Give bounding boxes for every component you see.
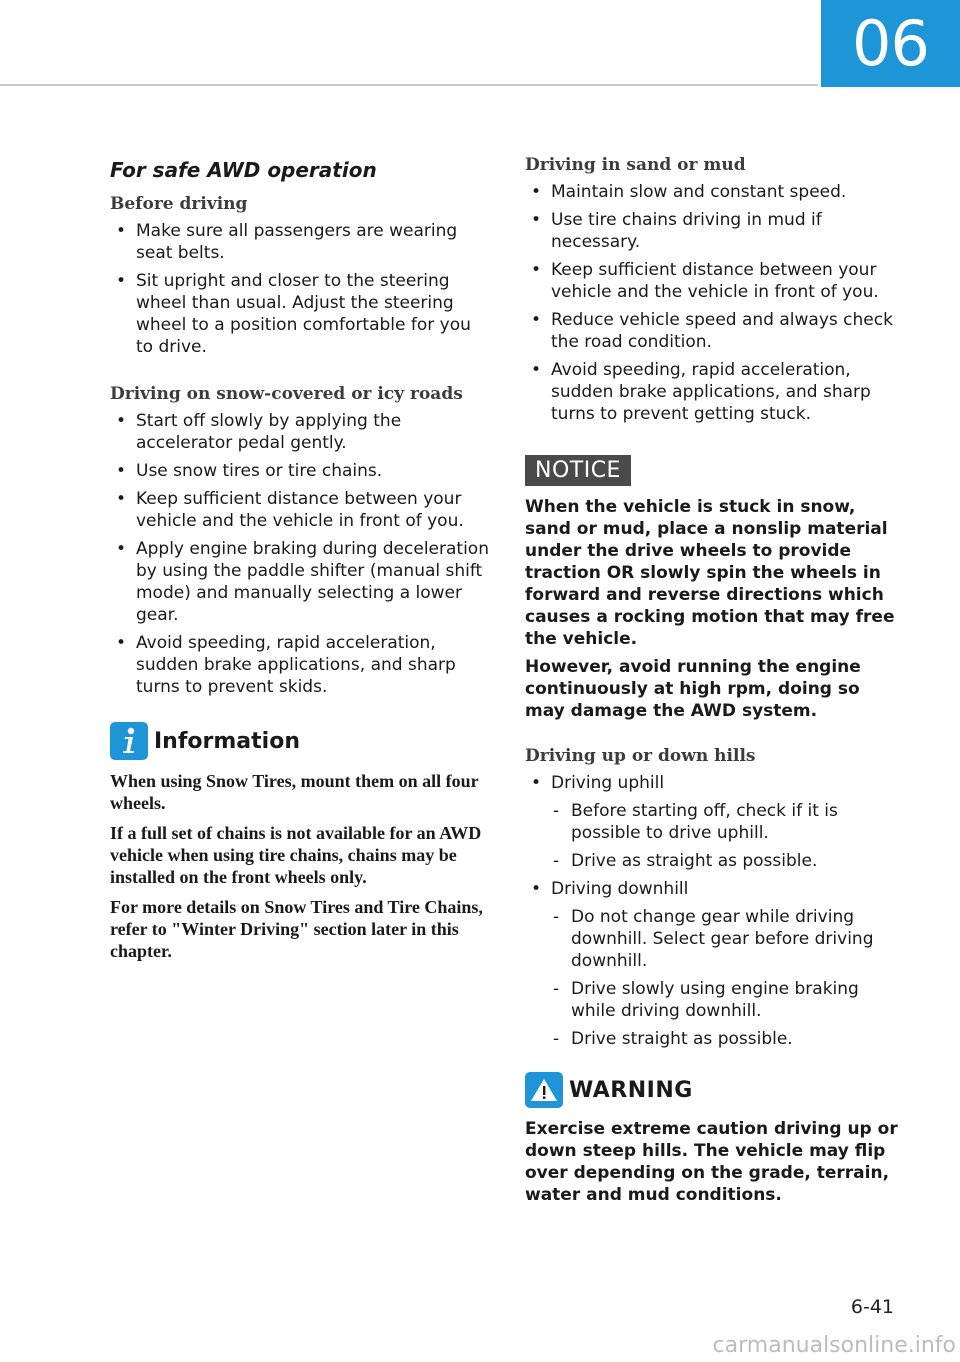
information-paragraph: If a full set of chains is not available for an AWD vehicle when using tire chains, chains may be installed on the front wheels only. [110,823,482,887]
uphill-list [551,800,905,872]
warning-text: Exercise extreme caution driving up or down steep hills. The vehicle may flip over depending on the grade, terrain, water and mud conditions. [525,1119,898,1205]
before-driving-heading: Before driving [110,194,248,214]
snow-list [110,410,492,698]
left-column [110,150,492,970]
list-item: - Do not change gear while driving downhill. Select gear before driving downhill. [551,906,905,972]
list-item: - Drive straight as possible. [551,1028,905,1050]
notice-text: When the vehicle is stuck in snow, sand or mud, place a nonslip material under the drive wheels to provide traction OR slowly spin the wheels in forward and reverse directions which causes a rocking motion that may free the vehicle. [525,497,895,649]
list-item: - Before starting off, check if it is possible to drive uphill. [551,800,905,844]
uphill-label: Driving uphill [551,773,665,793]
watermark: carmanualsonline.info [712,1333,956,1358]
list-item: • Use snow tires or tire chains. [110,460,492,482]
information-header [110,722,492,760]
info-icon [110,722,148,760]
list-item: • Maintain slow and constant speed. [525,181,905,203]
list-item: • Avoid speeding, rapid acceleration, sudden brake applications, and sharp turns to prevent skids. [110,632,492,698]
sand-list [525,181,905,425]
notice-text: However, avoid running the engine continuously at high rpm, doing so may damage the AWD system. [525,657,861,721]
information-paragraph: When using Snow Tires, mount them on all four wheels. [110,771,479,813]
hills-heading: Driving up or down hills [525,746,756,766]
before-driving-list [110,220,492,358]
list-item: • Start off slowly by applying the accelerator pedal gently. [110,410,492,454]
header-rule [0,84,818,86]
downhill-list [551,906,905,1050]
snow-heading: Driving on snow-covered or icy roads [110,384,463,404]
list-item [525,772,905,872]
notice-badge: NOTICE [525,455,631,486]
list-item: • Keep sufficient distance between your vehicle and the vehicle in front of you. [110,488,492,532]
list-item: • Make sure all passengers are wearing seat belts. [110,220,492,264]
warning-title: WARNING [569,1077,693,1103]
list-item: • Keep sufficient distance between your vehicle and the vehicle in front of you. [525,259,905,303]
list-item: • Reduce vehicle speed and always check the road condition. [525,309,905,353]
chapter-tab: 06 [821,0,960,87]
list-item: • Apply engine braking during deceleration by using the paddle shifter (manual shift mode) and manually selecting a lower gear. [110,538,492,626]
list-item [525,878,905,1050]
section-title: For safe AWD operation [110,158,377,182]
list-item: • Sit upright and closer to the steering wheel than usual. Adjust the steering wheel to a position comfortable for you to drive. [110,270,492,358]
list-item: - Drive slowly using engine braking while driving downhill. [551,978,905,1022]
right-column [525,155,905,1212]
warning-header [525,1072,905,1108]
page-number: 6-41 [850,1296,894,1318]
list-item: - Drive as straight as possible. [551,850,905,872]
downhill-label: Driving downhill [551,879,689,899]
sand-heading: Driving in sand or mud [525,155,746,175]
list-item: • Avoid speeding, rapid acceleration, sudden brake applications, and sharp turns to prevent getting stuck. [525,359,905,425]
information-title: Information [154,728,300,754]
information-paragraph: For more details on Snow Tires and Tire Chains, refer to "Winter Driving" section later in this chapter. [110,897,483,961]
list-item: • Use tire chains driving in mud if necessary. [525,209,905,253]
warning-triangle-icon [525,1072,563,1108]
hills-list [525,772,905,1050]
